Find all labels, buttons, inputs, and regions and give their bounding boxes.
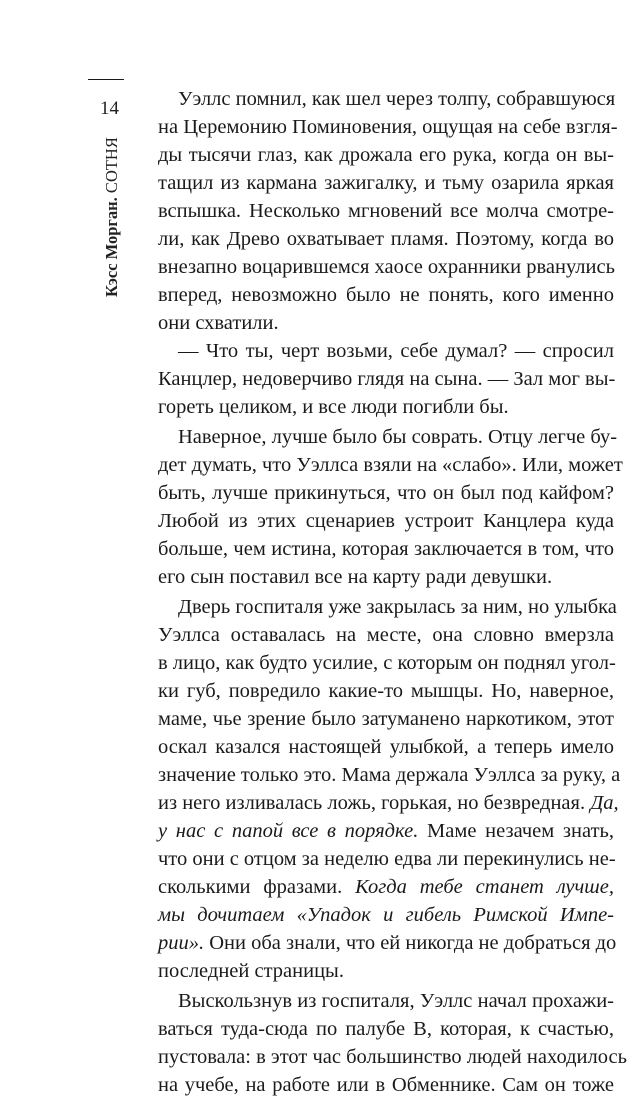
line-text: Дверь госпиталя уже закрылась за ним, но улыбка — [178, 596, 617, 618]
line-text: они схватили. — [158, 312, 279, 334]
line-text: тащил из кармана зажигалку, и тьму озарила яркая — [158, 172, 614, 194]
text-line — [158, 761, 621, 789]
text-line — [158, 1015, 614, 1043]
line-text: на учебе, на работе или в Обменнике. Сам он тоже — [158, 1074, 614, 1096]
line-text: гореть целиком, и все люди погибли бы. — [158, 396, 509, 418]
text-line — [158, 197, 614, 225]
text-line — [158, 593, 617, 621]
text-line — [158, 929, 617, 957]
line-text: оскал казался настоящей улыбкой, а теперь имело — [158, 736, 614, 758]
italic-phrase: мы дочитаем «Упадок и гибель Римской Импе- — [158, 904, 614, 926]
header-rule — [88, 79, 124, 80]
text-line — [158, 225, 614, 253]
line-text: Любой из этих сценариев устроит Канцлера куда — [158, 510, 614, 532]
text-line — [158, 817, 614, 845]
text-line — [158, 845, 614, 873]
text-line — [158, 1071, 614, 1099]
line-text: его сын поставил все на карту ради девушки. — [158, 566, 553, 588]
text-line — [158, 1043, 627, 1071]
text-line — [158, 789, 619, 817]
text-line — [158, 85, 614, 113]
line-text: — Что ты, черт возьми, себе думал? — спросил — [178, 340, 614, 362]
text-line — [158, 873, 614, 901]
line-text: внезапно воцарившемся хаосе охранники рванулись — [158, 256, 615, 278]
line-text: что они с отцом за неделю едва ли перекинулись не- — [158, 848, 616, 870]
line-text: Наверное, лучше было бы соврать. Отцу легче бу- — [178, 426, 618, 448]
line-text: быть, лучше прикинуться, что он был под кайфом? — [158, 482, 614, 504]
line-text: на Церемонию Поминовения, ощущая на себе взгля- — [158, 116, 618, 138]
text-line — [158, 113, 618, 141]
line-text: дет думать, что Уэллса взяли на «слабо». Или, может — [158, 454, 623, 476]
running-head-author: Кэсс Морган. — [102, 197, 121, 297]
text-line — [158, 733, 614, 761]
text-line — [158, 677, 614, 705]
text-line — [158, 393, 614, 421]
italic-phrase: рии». — [158, 932, 205, 954]
page-number: 14 — [100, 98, 119, 119]
text-line — [158, 309, 614, 337]
text-line — [158, 253, 614, 281]
line-text: вспышка. Несколько мгновений все молча смотре- — [158, 200, 614, 222]
text-line — [158, 281, 614, 309]
running-head-title: СОТНЯ — [102, 137, 121, 194]
line-text: Маме незачем знать, — [418, 820, 615, 842]
text-line — [158, 987, 614, 1015]
running-head — [100, 117, 124, 297]
text-line — [158, 337, 614, 365]
line-text: последней страницы. — [158, 960, 344, 982]
text-line — [158, 169, 614, 197]
line-text: из него изливалась ложь, горькая, но безвредная. — [158, 792, 586, 814]
text-line — [158, 507, 614, 535]
italic-phrase: Когда тебе станет лучше, — [355, 876, 614, 898]
text-line — [158, 957, 614, 985]
text-line — [158, 479, 614, 507]
line-text: пустовала: в этот час большинство людей находилось — [158, 1046, 627, 1068]
text-line — [158, 535, 614, 563]
text-line — [158, 649, 614, 677]
line-text: ваться туда-сюда по палубе В, которая, к счастью, — [158, 1018, 614, 1040]
italic-phrase: Да, — [590, 792, 619, 814]
line-text: маме, чье зрение было затуманено наркотиком, этот — [158, 708, 614, 730]
line-text: ды тысячи глаз, как дрожала его рука, когда он вы- — [158, 144, 614, 166]
text-line — [158, 621, 614, 649]
text-line — [158, 141, 614, 169]
text-line — [158, 451, 623, 479]
line-text: Канцлер, недоверчиво глядя на сына. — Зал мог вы- — [158, 368, 616, 390]
line-text: ли, как Древо охватывает пламя. Поэтому, когда во — [158, 228, 614, 250]
line-text: ки губ, повредило какие-то мышцы. Но, наверное, — [158, 680, 614, 702]
text-line — [158, 423, 618, 451]
line-text: Выскользнув из госпиталя, Уэллс начал прохажи- — [178, 990, 614, 1012]
body-text — [158, 85, 627, 1099]
line-text: Уэллса оставалась на месте, она словно вмерзла — [158, 624, 614, 646]
line-text: Они оба знали, что ей никогда не добраться до — [204, 932, 617, 954]
line-text: значение только это. Мама держала Уэллса за руку, а — [158, 764, 621, 786]
text-line — [158, 705, 614, 733]
line-text: больше, чем истина, которая заключается в том, что — [158, 538, 614, 560]
line-text: в лицо, как будто усилие, с которым он поднял угол- — [158, 652, 616, 674]
text-line — [158, 365, 614, 393]
text-line — [158, 563, 614, 591]
text-line — [158, 901, 614, 929]
line-text: вперед, невозможно было не понять, кого именно — [158, 284, 614, 306]
line-text: сколькими фразами. — [158, 876, 343, 898]
italic-phrase: у нас с папой все в порядке. — [158, 820, 419, 842]
line-text: Уэллс помнил, как шел через толпу, собравшуюся — [178, 88, 616, 110]
